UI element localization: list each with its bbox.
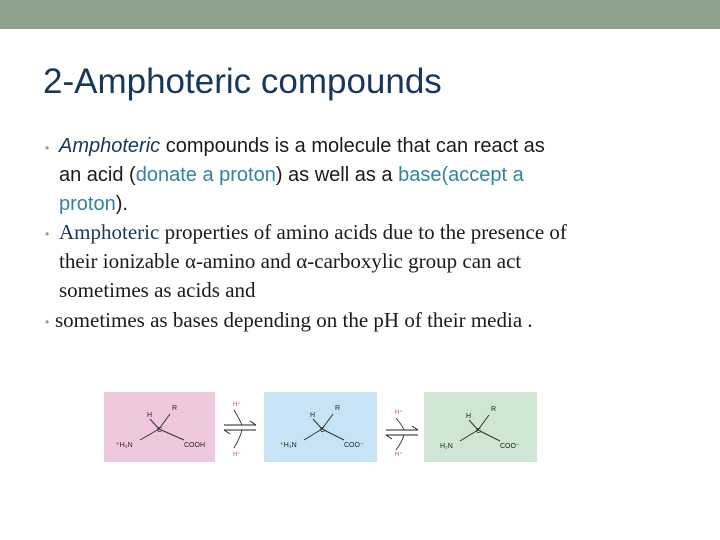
atom-c: C	[320, 427, 326, 434]
amphoteric-term: Amphoteric	[59, 135, 161, 157]
bullet1-line2	[59, 164, 524, 187]
proton-bottom-label: H⁺	[233, 452, 241, 458]
bullet1-text: an acid (	[59, 164, 136, 186]
amphoteric-term: Amphoteric	[59, 220, 160, 244]
bullet1-line1	[59, 135, 545, 158]
accept-proton-text: base(accept a	[398, 164, 524, 186]
basic-form-panel	[424, 392, 537, 462]
amine-group: ⁺H₃N	[280, 442, 297, 449]
equilibrium-arrow-2	[382, 392, 422, 462]
bullet-marker: •	[45, 141, 50, 155]
bullet-marker: •	[45, 227, 50, 241]
acidic-form-panel	[104, 392, 215, 462]
bullet2-line3: sometimes as acids and	[59, 278, 256, 302]
bullet3-line1: sometimes as bases depending on the pH of their media .	[55, 308, 533, 332]
proton-text: proton	[59, 193, 116, 215]
atom-h: H	[147, 412, 153, 419]
bullet1-text: ) as well as a	[275, 164, 399, 186]
basic-form-structure	[424, 392, 537, 462]
carboxyl-group: COOH	[184, 442, 205, 449]
donate-proton-text: donate a proton	[135, 164, 276, 186]
acidic-form-structure	[104, 392, 215, 462]
bullet1-line3	[59, 193, 128, 216]
bullet1-text: ).	[115, 193, 128, 215]
proton-top-label: H⁺	[233, 402, 241, 408]
atom-c: C	[157, 427, 163, 434]
atom-r: R	[491, 406, 497, 413]
bullet1-text: compounds is a molecule that can react as	[160, 135, 545, 157]
atom-c: C	[476, 428, 482, 435]
slide-title: 2-Amphoteric compounds	[43, 62, 442, 101]
amine-group: ⁺H₃N	[116, 442, 133, 449]
proton-top-label: H⁺	[395, 410, 403, 416]
atom-h: H	[310, 412, 316, 419]
atom-h: H	[466, 413, 472, 420]
proton-bottom-label: H⁺	[395, 452, 403, 458]
top-accent-bar	[0, 0, 720, 29]
bullet2-line1	[59, 220, 567, 245]
amine-group: H₂N	[440, 443, 453, 450]
bullet2-text: properties of amino acids due to the presence of	[159, 220, 567, 244]
equilibrium-arrow-1	[220, 392, 260, 462]
zwitterion-panel	[264, 392, 377, 462]
carboxylate-group: COO⁻	[344, 442, 364, 449]
carboxylate-group: COO⁻	[500, 443, 520, 450]
bullet-marker: •	[45, 315, 50, 329]
bullet2-line2: their ionizable α-amino and α-carboxylic group can act	[59, 249, 522, 273]
atom-r: R	[335, 405, 341, 412]
zwitterion-structure	[264, 392, 377, 462]
atom-r: R	[172, 405, 178, 412]
